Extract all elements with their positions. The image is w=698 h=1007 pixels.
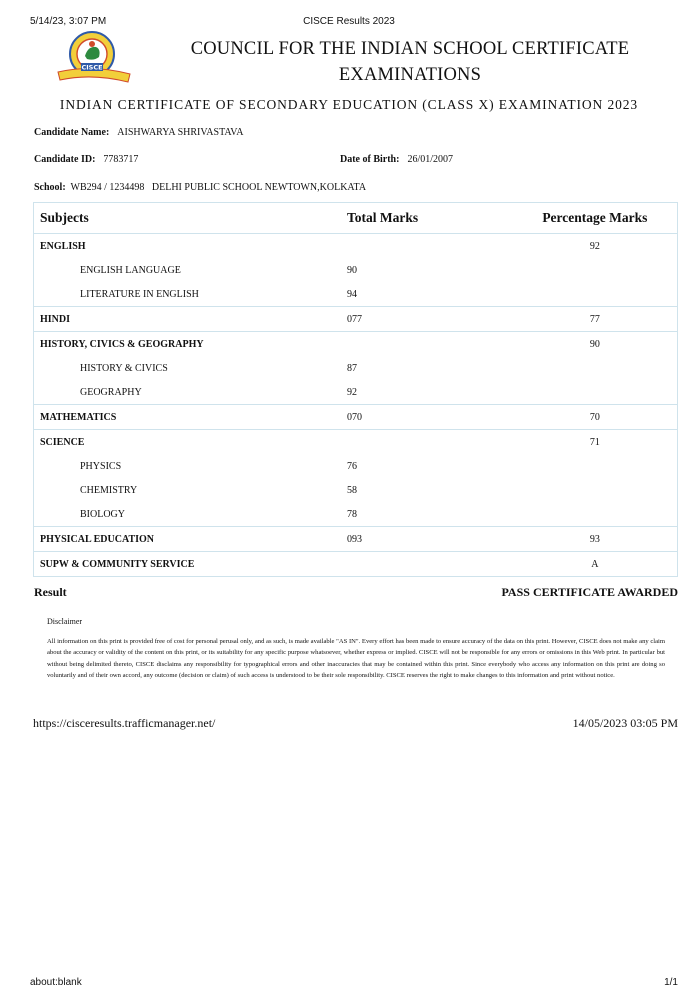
candidate-name-line <box>34 127 243 138</box>
dob: 26/01/2007 <box>407 154 453 165</box>
subject-name: HISTORY & CIVICS <box>80 362 168 374</box>
percentage-marks <box>507 380 678 405</box>
total-marks: 76 <box>347 460 358 472</box>
header-total-marks: Total Marks <box>337 203 507 234</box>
percentage-marks: 90 <box>507 332 678 357</box>
table-row <box>34 307 678 332</box>
cisce-logo <box>46 30 138 92</box>
total-marks: 87 <box>347 362 358 374</box>
school-name: WB294 / 1234498 DELHI PUBLIC SCHOOL NEWTOWN,KOLKATA <box>70 182 367 193</box>
percentage-marks <box>507 282 678 307</box>
total-marks: 90 <box>347 264 358 276</box>
result-value: PASS CERTIFICATE AWARDED <box>501 585 678 599</box>
total-marks <box>337 430 507 455</box>
total-marks: 070 <box>337 405 507 430</box>
marks-table <box>33 202 678 577</box>
candidate-id-line <box>34 154 138 165</box>
subject-name: GEOGRAPHY <box>80 386 142 398</box>
total-marks: 077 <box>337 307 507 332</box>
candidate-id-label: Candidate ID: <box>34 154 96 165</box>
percentage-marks <box>507 502 678 527</box>
table-row <box>34 405 678 430</box>
logo-text: CISCE <box>81 63 103 72</box>
percentage-marks <box>507 258 678 282</box>
table-row <box>34 502 678 527</box>
subject-name: PHYSICS <box>80 460 122 472</box>
table-row <box>34 356 678 380</box>
total-marks: 093 <box>337 527 507 552</box>
percentage-marks: 77 <box>507 307 678 332</box>
percentage-marks <box>507 478 678 502</box>
header-subjects: Subjects <box>34 203 338 234</box>
candidate-name: AISHWARYA SHRIVASTAVA <box>117 127 244 138</box>
percentage-marks: 92 <box>507 234 678 259</box>
total-marks: 92 <box>347 386 358 398</box>
table-row <box>34 332 678 357</box>
percentage-marks <box>507 454 678 478</box>
print-page-number: 1/1 <box>664 977 678 988</box>
exam-title: INDIAN CERTIFICATE OF SECONDARY EDUCATION (CLASS X) EXAMINATION 2023 <box>59 97 639 112</box>
percentage-marks: 93 <box>507 527 678 552</box>
subject-name: CHEMISTRY <box>80 484 138 496</box>
dob-line <box>340 154 453 165</box>
result-label: Result <box>34 585 67 599</box>
table-row <box>34 478 678 502</box>
school-line <box>34 182 366 193</box>
subject-name: HINDI <box>34 307 338 332</box>
disclaimer-title: Disclaimer <box>47 617 83 626</box>
table-row <box>34 430 678 455</box>
table-row <box>34 234 678 259</box>
table-row <box>34 527 678 552</box>
subject-name: HISTORY, CIVICS & GEOGRAPHY <box>34 332 338 357</box>
total-marks: 94 <box>347 288 358 300</box>
total-marks: 58 <box>347 484 358 496</box>
total-marks <box>337 234 507 259</box>
header-percentage-marks: Percentage Marks <box>507 203 678 234</box>
disclaimer-text: All information on this print is provided free of cost for personal perusal only, and as such, is made available "AS IN". Every effort has been made to ensure accuracy of the data on this print. However, CISCE does not make any claim about the accuracy or validity of the content on this print, or its suitability for any specific purpose whatsoever, whether express or implied. CISCE will not be responsible for any errors or omissions in this Web print. In particular but without being delimited thereto, CISCE disclaims any responsibility for typographical errors and other inaccuracies that may be contained within this print. Since everybody who access any information on this print are doing so voluntarily and of their own accord, any outcome (decision or claim) of such access is understood to be their sole responsibility. CISCE reserves the right to make changes to this information and print without notice. <box>47 638 665 680</box>
results-site-link[interactable]: https://cisceresults.trafficmanager.net/ <box>33 716 216 730</box>
percentage-marks: 71 <box>507 430 678 455</box>
subject-name: BIOLOGY <box>80 508 125 520</box>
subject-name: ENGLISH LANGUAGE <box>80 264 181 276</box>
candidate-id: 7783717 <box>103 154 139 165</box>
table-row <box>34 454 678 478</box>
percentage-marks <box>507 356 678 380</box>
print-date: 5/14/23, 3:07 PM <box>30 16 107 27</box>
table-row <box>34 282 678 307</box>
print-footer-url: about:blank <box>30 977 82 988</box>
subject-name: SUPW & COMMUNITY SERVICE <box>34 552 338 577</box>
table-row <box>34 258 678 282</box>
subject-name: LITERATURE IN ENGLISH <box>80 288 199 300</box>
table-header-row <box>34 203 678 234</box>
council-title: COUNCIL FOR THE INDIAN SCHOOL CERTIFICATE EXAMINATIONS <box>190 39 630 85</box>
dob-label: Date of Birth: <box>340 154 400 165</box>
total-marks <box>337 552 507 577</box>
subject-name: ENGLISH <box>34 234 338 259</box>
print-page-title: CISCE Results 2023 <box>303 16 395 27</box>
candidate-name-label: Candidate Name: <box>34 127 110 138</box>
subject-name: MATHEMATICS <box>34 405 338 430</box>
percentage-marks: 70 <box>507 405 678 430</box>
school-label: School: <box>34 182 66 193</box>
percentage-marks: A <box>507 552 678 577</box>
subject-name: SCIENCE <box>34 430 338 455</box>
table-row <box>34 552 678 577</box>
result-timestamp: 14/05/2023 03:05 PM <box>572 716 678 730</box>
table-row <box>34 380 678 405</box>
total-marks: 78 <box>347 508 358 520</box>
subject-name: PHYSICAL EDUCATION <box>34 527 338 552</box>
total-marks <box>337 332 507 357</box>
